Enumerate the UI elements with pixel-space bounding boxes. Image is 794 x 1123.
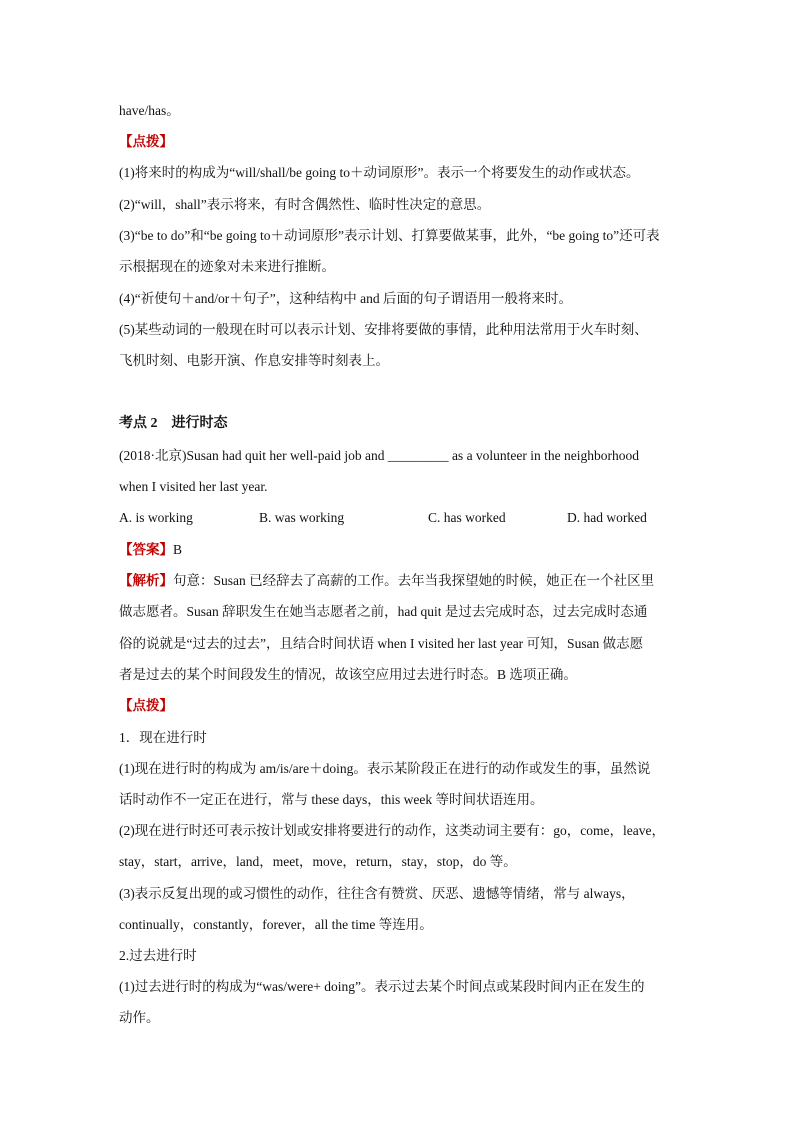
option-d: D. had worked — [567, 510, 647, 525]
analysis-tag: 【解析】 — [119, 573, 173, 588]
answer-value: B — [173, 542, 183, 557]
text-line: have/has。 — [119, 103, 180, 118]
text-line: 示根据现在的迹象对未来进行推断。 — [119, 259, 335, 274]
text-line: 者是过去的某个时间段发生的情况，故该空应用过去进行时态。B 选项正确。 — [119, 667, 577, 682]
text-line: 做志愿者。Susan 辞职发生在她当志愿者之前，had quit 是过去完成时态，过去完成时态通 — [119, 604, 648, 619]
option-a: A. is working — [119, 510, 193, 525]
text-line: 动作。 — [119, 1010, 160, 1025]
subheading: 2.过去进行时 — [119, 948, 197, 963]
text-line: stay，start，arrive，land，meet，move，return，stay，stop，do 等。 — [119, 854, 517, 869]
text-line: (2)“will，shall”表示将来，有时含偶然性、临时性决定的意思。 — [119, 197, 491, 212]
text-line: (1)现在进行时的构成为 am/is/are＋doing。表示某阶段正在进行的动作或发生的事，虽然说 — [119, 761, 651, 776]
answer-line — [119, 540, 675, 560]
tip-tag: 【点拨】 — [119, 698, 173, 713]
text-line: (1)过去进行时的构成为“was/were+ doing”。表示过去某个时间点或某段时间内正在发生的 — [119, 979, 645, 994]
text-line: (2)现在进行时还可表示按计划或安排将要进行的动作，这类动词主要有：go，come，leave， — [119, 823, 665, 838]
text-line: 话时动作不一定正在进行，常与 these days，this week 等时间状语连用。 — [119, 792, 544, 807]
option-b: B. was working — [259, 510, 345, 525]
text-line: (3)“be to do”和“be going to＋动词原形”表示计划、打算要做某事，此外，“be going to”还可表 — [119, 228, 660, 243]
subheading: 1．现在进行时 — [119, 730, 207, 745]
text-line: 俗的说就是“过去的过去”，且结合时间状语 when I visited her last year 可知，Susan 做志愿 — [119, 636, 644, 651]
question-text: when I visited her last year. — [119, 479, 268, 494]
analysis-text: 句意：Susan 已经辞去了高薪的工作。去年当我探望她的时候，她正在一个社区里 — [173, 573, 655, 588]
analysis-line — [119, 571, 675, 591]
question-text: (2018·北京)Susan had quit her well-paid job and _________ as a volunteer in the neighborhood — [119, 448, 640, 463]
option-c: C. has worked — [428, 510, 506, 525]
text-line: (5)某些动词的一般现在时可以表示计划、安排将要做的事情，此种用法常用于火车时刻、 — [119, 322, 648, 337]
text-line: (3)表示反复出现的或习惯性的动作，往往含有赞赏、厌恶、遗憾等情绪，常与 always， — [119, 886, 635, 901]
section-heading: 考点 2 进行时态 — [119, 416, 228, 431]
text-line: (1)将来时的构成为“will/shall/be going to＋动词原形”。表示一个将要发生的动作或状态。 — [119, 165, 640, 180]
text-line: 飞机时刻、电影开演、作息安排等时刻表上。 — [119, 353, 389, 368]
tip-tag: 【点拨】 — [119, 134, 173, 149]
text-line: continually，constantly，forever，all the time 等连用。 — [119, 917, 433, 932]
answer-tag: 【答案】 — [119, 542, 173, 557]
text-line: (4)“祈使句＋and/or＋句子”，这种结构中 and 后面的句子谓语用一般将来时。 — [119, 291, 572, 306]
